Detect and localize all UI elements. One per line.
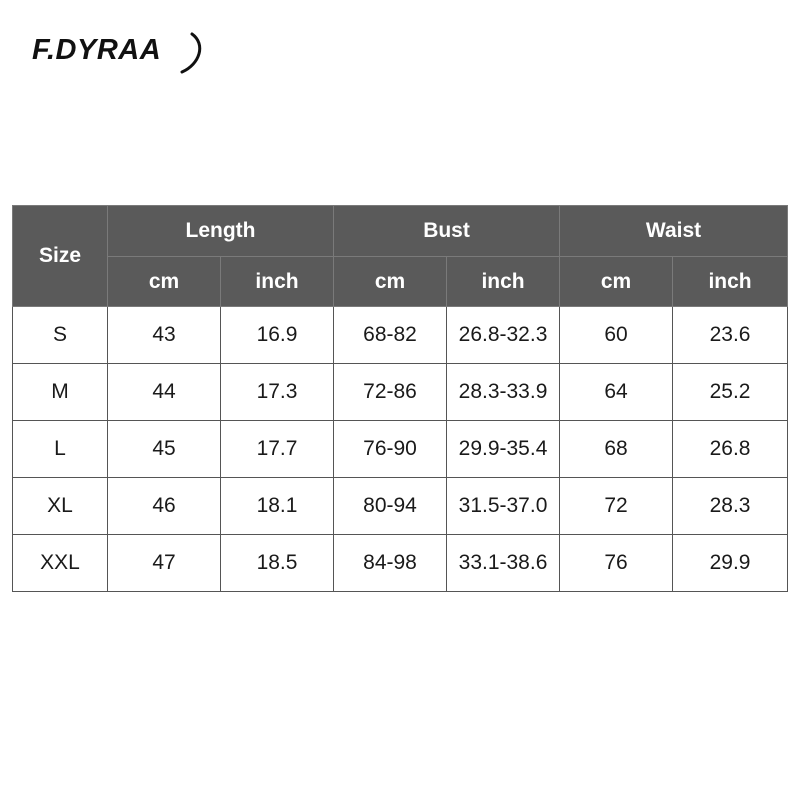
waist-inch-cell: 25.2: [673, 364, 788, 421]
bust-header: Bust: [334, 206, 560, 257]
waist-cm-cell: 60: [560, 307, 673, 364]
table-row: [13, 478, 788, 535]
waist-header: Waist: [560, 206, 788, 257]
size-cell: XXL: [13, 535, 108, 592]
unit-header: inch: [673, 257, 788, 307]
size-cell: S: [13, 307, 108, 364]
length-cm-cell: 44: [108, 364, 221, 421]
unit-header-row: [13, 257, 788, 307]
length-header: Length: [108, 206, 334, 257]
length-inch-cell: 18.1: [221, 478, 334, 535]
size-cell: L: [13, 421, 108, 478]
table-header-row: [13, 206, 788, 257]
bust-inch-cell: 28.3-33.9: [447, 364, 560, 421]
bust-inch-cell: 26.8-32.3: [447, 307, 560, 364]
length-cm-cell: 45: [108, 421, 221, 478]
length-cm-cell: 43: [108, 307, 221, 364]
table-row: [13, 307, 788, 364]
bust-inch-cell: 29.9-35.4: [447, 421, 560, 478]
unit-header: cm: [560, 257, 673, 307]
size-cell: M: [13, 364, 108, 421]
brand-logo: [32, 28, 202, 78]
table-row: [13, 535, 788, 592]
waist-inch-cell: 26.8: [673, 421, 788, 478]
bust-inch-cell: 31.5-37.0: [447, 478, 560, 535]
waist-cm-cell: 64: [560, 364, 673, 421]
bust-inch-cell: 33.1-38.6: [447, 535, 560, 592]
unit-header: inch: [221, 257, 334, 307]
size-header: Size: [13, 206, 108, 307]
waist-cm-cell: 72: [560, 478, 673, 535]
bust-cm-cell: 76-90: [334, 421, 447, 478]
length-cm-cell: 46: [108, 478, 221, 535]
length-inch-cell: 16.9: [221, 307, 334, 364]
size-chart-table: [12, 205, 788, 592]
unit-header: inch: [447, 257, 560, 307]
unit-header: cm: [108, 257, 221, 307]
waist-inch-cell: 23.6: [673, 307, 788, 364]
table-row: [13, 421, 788, 478]
table-row: [13, 364, 788, 421]
bust-cm-cell: 80-94: [334, 478, 447, 535]
bust-cm-cell: 68-82: [334, 307, 447, 364]
length-cm-cell: 47: [108, 535, 221, 592]
brand-logo-text: F.DYRAA: [32, 34, 162, 66]
waist-cm-cell: 68: [560, 421, 673, 478]
bust-cm-cell: 84-98: [334, 535, 447, 592]
waist-inch-cell: 28.3: [673, 478, 788, 535]
size-cell: XL: [13, 478, 108, 535]
length-inch-cell: 17.3: [221, 364, 334, 421]
waist-inch-cell: 29.9: [673, 535, 788, 592]
bust-cm-cell: 72-86: [334, 364, 447, 421]
waist-cm-cell: 76: [560, 535, 673, 592]
length-inch-cell: 17.7: [221, 421, 334, 478]
length-inch-cell: 18.5: [221, 535, 334, 592]
unit-header: cm: [334, 257, 447, 307]
